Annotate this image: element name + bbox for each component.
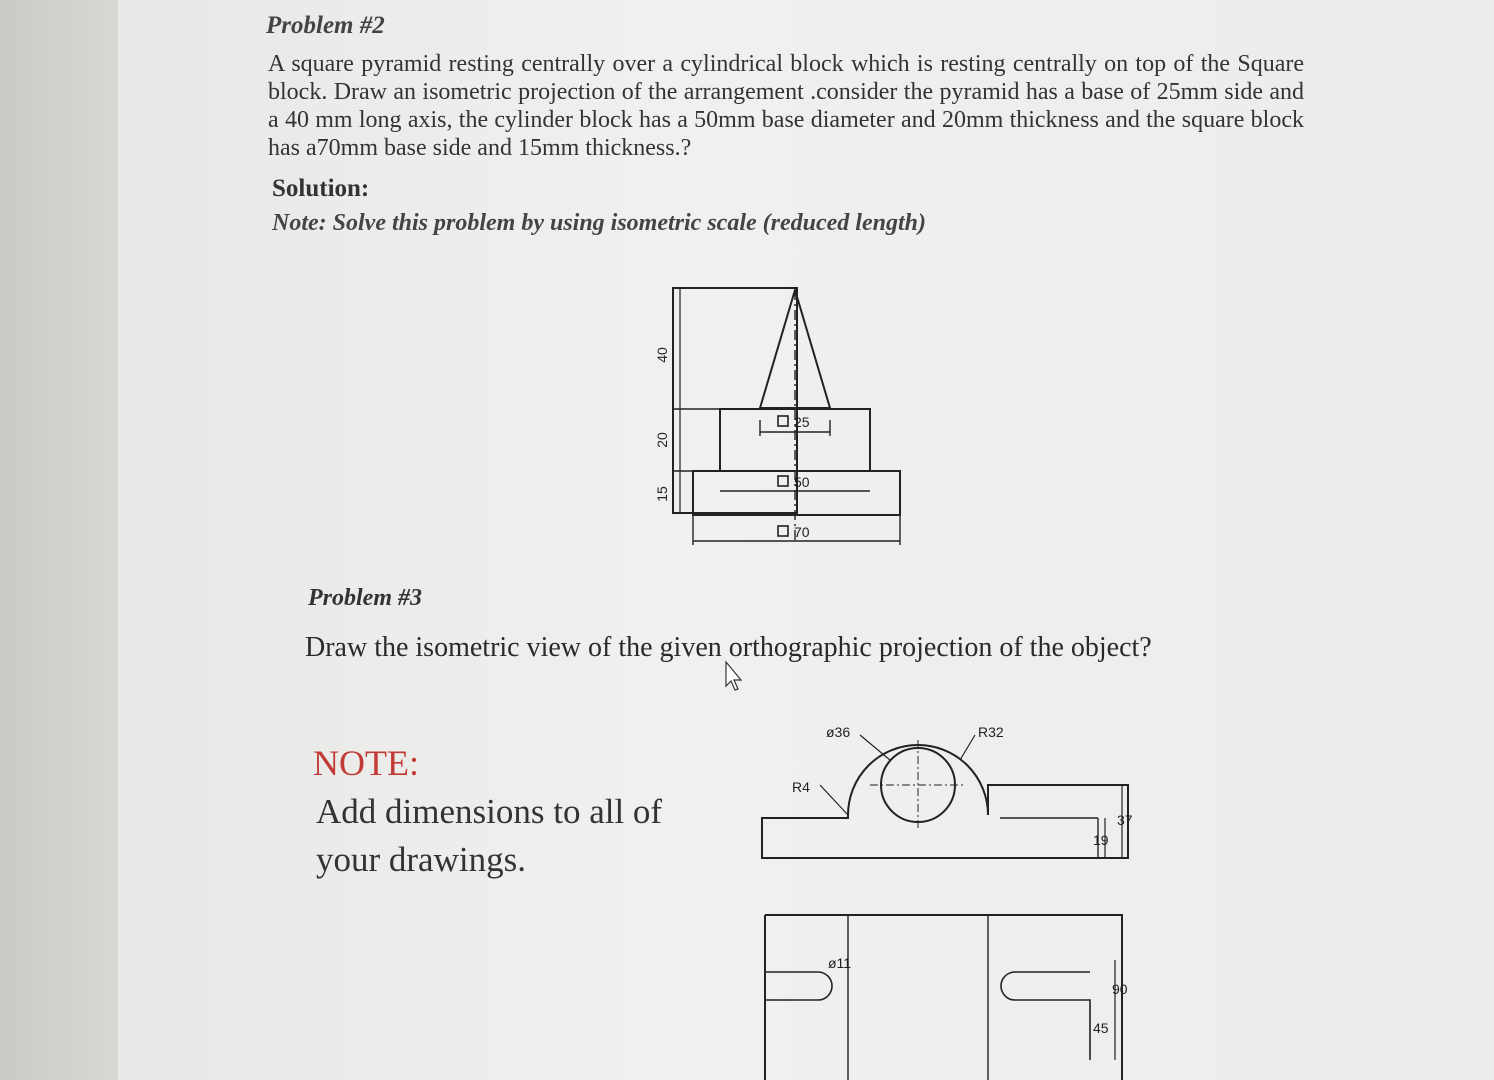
leader-r4 [820,785,848,815]
square-symbol-icon [778,416,788,426]
note-text: Add dimensions to all of your drawings. [316,792,663,879]
dim-slot: ø11 [828,955,852,971]
dim-45: 45 [1093,1020,1109,1036]
top-view-outline [765,915,1122,1080]
dim-70: 70 [794,524,810,540]
dim-radius-32: R32 [978,724,1004,740]
solution-heading: Solution: [272,175,370,202]
dim-37: 37 [1117,812,1133,828]
note-heading: NOTE: [313,743,419,783]
dim-hole-diameter: ø36 [826,724,851,740]
leader-hole [860,735,890,760]
problem-2-title: Problem #2 [266,12,385,39]
figure-2-front-view [762,735,1128,858]
dim-15: 15 [654,486,670,502]
leader-r32 [960,735,975,760]
figure-2-top-view [765,915,1122,1080]
problem-3-statement: Draw the isometric view of the given orthographic projection of the object? [305,632,1152,663]
dim-19: 19 [1093,832,1109,848]
square-symbol-icon [778,476,788,486]
dim-90: 90 [1112,981,1128,997]
slot-right [1001,972,1090,1060]
mouse-cursor-icon [726,662,741,690]
dim-25: 25 [794,414,810,430]
bearing-block-outline [762,745,1128,858]
figure-1-front-view [673,288,900,545]
square-symbol-icon [778,526,788,536]
solution-note: Note: Solve this problem by using isometric scale (reduced length) [272,210,926,236]
dim-40: 40 [654,347,670,363]
dim-50: 50 [794,474,810,490]
dim-fillet-r4: R4 [792,779,810,795]
problem-3-title: Problem #3 [308,585,422,611]
slot-left [765,972,832,1000]
problem-2-statement: A square pyramid resting centrally over a cylindrical block which is resting centrally on top of the Square block. Draw an isometric projection of the arrangement .consider the pyramid has a base of 25mm side and a 40 mm long axis, the cylinder block has a 50mm base diameter and 20mm thickness and the square block has a70mm base side and 15mm thickness.? [268,51,1304,161]
dim-20: 20 [654,432,670,448]
